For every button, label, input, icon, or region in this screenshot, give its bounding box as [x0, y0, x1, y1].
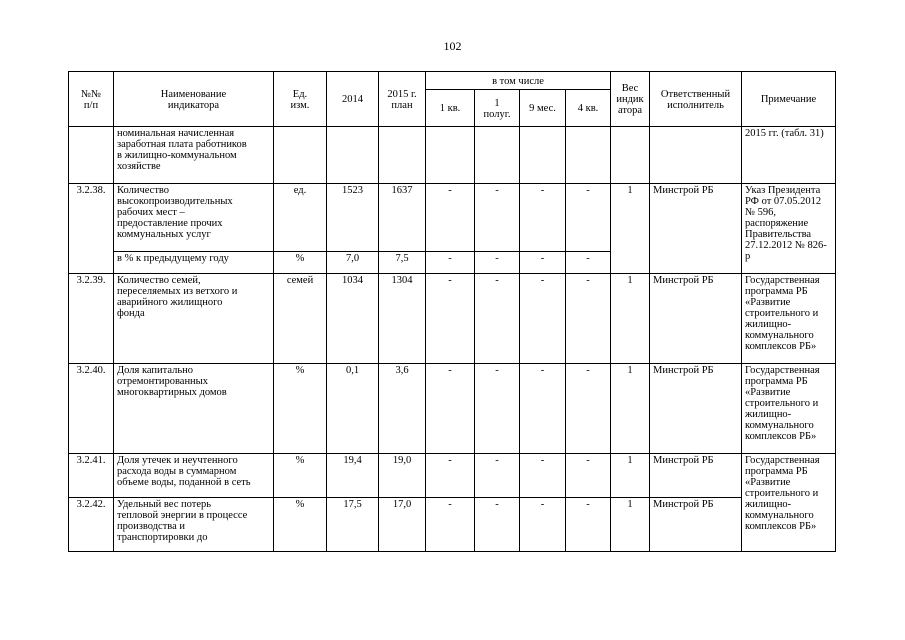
header-responsible: Ответственный исполнитель: [650, 72, 742, 127]
row-9m: -: [520, 498, 566, 552]
row-2014: 1523: [327, 184, 379, 252]
row-9m: [520, 127, 566, 184]
row-q4: -: [566, 498, 611, 552]
row-weight: 1: [611, 498, 650, 552]
row-q4: -: [566, 364, 611, 454]
row-q1: -: [426, 454, 475, 498]
indicators-table: [68, 71, 836, 552]
header-q1: 1 кв.: [426, 90, 475, 127]
row-9m: -: [520, 252, 566, 274]
header-num: №№ п/п: [69, 72, 114, 127]
row-q1: -: [426, 184, 475, 252]
row-note: Государственная программа РБ «Развитие строительного и жилищно- коммунального комплексов РБ»: [742, 454, 836, 552]
row-responsible: Минстрой РБ: [650, 498, 742, 552]
row-q1: -: [426, 364, 475, 454]
row-q1: -: [426, 252, 475, 274]
row-half: -: [475, 184, 520, 252]
row-name: номинальная начисленная заработная плата работников в жилищно-коммунальном хозяйстве: [114, 127, 274, 184]
header-weight: Вес индик атора: [611, 72, 650, 127]
row-weight: 1: [611, 454, 650, 498]
row-q4: -: [566, 252, 611, 274]
header-2014: 2014: [327, 72, 379, 127]
row-num: 3.2.38.: [69, 184, 114, 274]
row-unit: семей: [274, 274, 327, 364]
row-2014: [327, 127, 379, 184]
row-half: [475, 127, 520, 184]
row-plan: 1637: [379, 184, 426, 252]
header-unit: Ед. изм.: [274, 72, 327, 127]
row-num: 3.2.41.: [69, 454, 114, 498]
row-q4: -: [566, 184, 611, 252]
row-half: -: [475, 364, 520, 454]
row-num: [69, 127, 114, 184]
table-row: [69, 184, 836, 252]
row-half: -: [475, 454, 520, 498]
row-plan: 19,0: [379, 454, 426, 498]
table-row: [69, 454, 836, 498]
header-including: в том числе: [426, 72, 611, 90]
row-plan: 3,6: [379, 364, 426, 454]
row-note: Государственная программа РБ «Развитие строительного и жилищно- коммунального комплексов РБ»: [742, 364, 836, 454]
page-number: 102: [443, 39, 462, 53]
row-q1: -: [426, 498, 475, 552]
row-unit: %: [274, 498, 327, 552]
row-note: Указ Президента РФ от 07.05.2012 № 596, распоряжение Правительства 27.12.2012 № 826- р: [742, 184, 836, 274]
row-unit: %: [274, 252, 327, 274]
header-9-months: 9 мес.: [520, 90, 566, 127]
row-2014: 19,4: [327, 454, 379, 498]
row-note: 2015 гг. (табл. 31): [742, 127, 836, 184]
row-9m: -: [520, 274, 566, 364]
row-2014: 7,0: [327, 252, 379, 274]
header-row: [69, 72, 836, 90]
row-plan: 1304: [379, 274, 426, 364]
row-name: Доля капитально отремонтированных многоквартирных домов: [114, 364, 274, 454]
table-row: [69, 274, 836, 364]
row-q4: -: [566, 274, 611, 364]
row-q4: [566, 127, 611, 184]
header-q4: 4 кв.: [566, 90, 611, 127]
row-note: Государственная программа РБ «Развитие строительного и жилищно- коммунального комплексов РБ»: [742, 274, 836, 364]
row-name: Количество семей, переселяемых из ветхого и аварийного жилищного фонда: [114, 274, 274, 364]
row-weight: 1: [611, 274, 650, 364]
row-responsible: Минстрой РБ: [650, 274, 742, 364]
header-note: Примечание: [742, 72, 836, 127]
row-9m: -: [520, 454, 566, 498]
row-name: в % к предыдущему году: [114, 252, 274, 274]
row-num: 3.2.40.: [69, 364, 114, 454]
row-half: -: [475, 274, 520, 364]
row-q4: -: [566, 454, 611, 498]
row-name: Количество высокопроизводительных рабочих мест – предоставление прочих коммунальных услуг: [114, 184, 274, 252]
row-weight: 1: [611, 184, 650, 274]
table-row: [69, 127, 836, 184]
row-responsible: Минстрой РБ: [650, 454, 742, 498]
row-2014: 0,1: [327, 364, 379, 454]
row-num: 3.2.39.: [69, 274, 114, 364]
table-row: [69, 364, 836, 454]
row-unit: %: [274, 454, 327, 498]
row-2014: 1034: [327, 274, 379, 364]
header-name: Наименование индикатора: [114, 72, 274, 127]
row-num: 3.2.42.: [69, 498, 114, 552]
row-responsible: Минстрой РБ: [650, 364, 742, 454]
row-plan: [379, 127, 426, 184]
row-9m: -: [520, 364, 566, 454]
row-q1: -: [426, 274, 475, 364]
row-weight: [611, 127, 650, 184]
row-plan: 7,5: [379, 252, 426, 274]
row-weight: 1: [611, 364, 650, 454]
row-name: Доля утечек и неучтенного расхода воды в суммарном объеме воды, поданной в сеть: [114, 454, 274, 498]
table-row: [69, 498, 836, 552]
row-9m: -: [520, 184, 566, 252]
header-2015-plan: 2015 г. план: [379, 72, 426, 127]
row-name: Удельный вес потерь тепловой энергии в процессе производства и транспортировки до: [114, 498, 274, 552]
row-half: -: [475, 498, 520, 552]
row-unit: %: [274, 364, 327, 454]
row-responsible: Минстрой РБ: [650, 184, 742, 274]
row-q1: [426, 127, 475, 184]
row-2014: 17,5: [327, 498, 379, 552]
row-responsible: [650, 127, 742, 184]
row-half: -: [475, 252, 520, 274]
header-half-year: 1 полуг.: [475, 90, 520, 127]
row-unit: [274, 127, 327, 184]
row-plan: 17,0: [379, 498, 426, 552]
row-unit: ед.: [274, 184, 327, 252]
